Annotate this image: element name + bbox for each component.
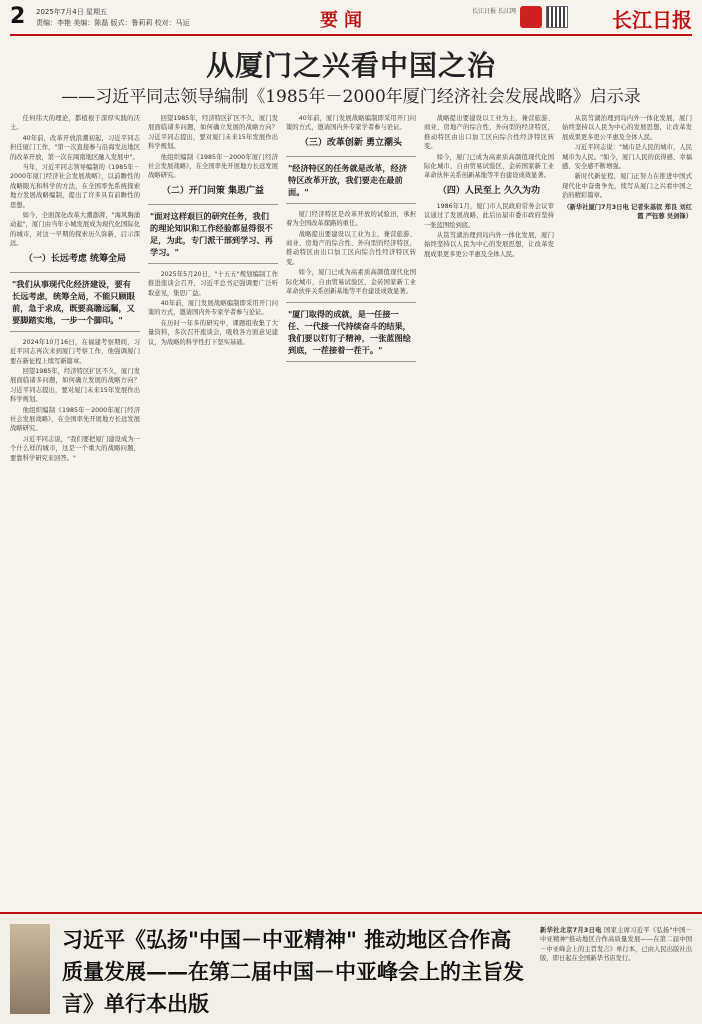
- paragraph: 厦门经济特区是改革开放的试验田，承担着为全国改革探路的重任。: [286, 210, 416, 228]
- paragraph: 回望1985年，经济特区扩区不久，厦门发展面临诸多问题，如何确立发展的战略方向？习近平同志提出，要对厦门未来15年发展作出科学规划。: [10, 367, 140, 404]
- paragraph: 如今，厦门已成为高素质高颜值现代化国际化城市，自由贸易试验区、金砖国家新工业革命伙伴关系创新基地等平台建设成效显著。: [286, 269, 416, 296]
- section-heading: （四）人民至上 久久为功: [437, 185, 541, 196]
- banner-note-lead: 新华社北京7月3日电: [540, 927, 602, 934]
- qr-code-icon: [546, 6, 568, 28]
- book-cover-image: [10, 924, 50, 1014]
- header-rule: [10, 34, 692, 36]
- paragraph: 从筼筜湖治理到岛内外一体化发展，厦门始终坚持以人民为中心的发展思想，让改革发展成果更多更公平惠及全体人民。: [424, 232, 554, 258]
- subheadline: ——习近平同志领导编制《1985年－2000年厦门经济社会发展战略》启示录: [61, 87, 641, 107]
- paragraph: 2025年5月20日，"十五五"规划编制工作推进座谈会召开，习近平总书记强调要广泛听取意见，集思广益。: [148, 270, 278, 297]
- paragraph: 习近平同志说，"我们要把厦门建设成为一个什么样的城市，这是一个重大的战略问题，要靠科学研究来回答。": [10, 435, 140, 462]
- paragraph: 他组织编制《1985年－2000年厦门经济社会发展战略》，在全国率先开展地方长远发展战略研究。: [10, 406, 140, 433]
- paragraph: 40年前，改革开放浪潮初起，习近平同志担任厦门工作，"第一次直接参与沿海发达地区的改革开放，第一次在闽南地区融入发展中"。: [10, 134, 140, 161]
- paragraph: 在历时一年多的研究中，课题组收集了大量资料，多次召开座谈会，吸收各方面意见建议，为战略的科学性打下坚实基础。: [148, 319, 278, 346]
- brand-tagline: 长江日报 长江网: [472, 8, 516, 15]
- paragraph: 习近平同志说："城市是人民的城市，人民城市为人民。"如今，厦门人民的获得感、幸福感、安全感不断增强。: [562, 144, 692, 171]
- column-4: [424, 114, 554, 910]
- page-number: 2: [10, 4, 26, 29]
- header-meta: [36, 7, 190, 29]
- bottom-banner: [0, 912, 702, 1024]
- paragraph: 2024年10月16日，在福建考察期间，习近平同志再次来到厦门考察工作，他强调厦门要在新征程上续写新篇章。: [10, 338, 140, 365]
- paragraph: 任何伟大的理论，都植根于深厚实践的沃土。: [10, 115, 140, 132]
- page-header: [10, 4, 692, 36]
- paragraph: 40年前，厦门发展战略编制即采用开门问策的方式，邀请国内外专家学者参与论证。: [286, 115, 416, 132]
- paragraph: 如今，全面深化改革大潮澎湃，"海风胸涌动起"，厦门由当年小城发展成为现代化国际化的城市，对这一早期的探索历久弥新，启示深远。: [10, 212, 140, 248]
- article-body: [10, 114, 692, 910]
- pull-quote: "面对这样艰巨的研究任务，我们的理论知识和工作经验都显得很不足，为此，专门派干部到学习、再学习。": [148, 204, 278, 264]
- paragraph: 战略提出要建设以工业为主，兼营旅游、商业、房地产的综合性、外向型的经济特区，推动特区由出口加工区向综合性经济特区转变。: [286, 230, 416, 266]
- pull-quote: "厦门取得的成就，是一任接一任、一代接一代持续奋斗的结果，我们要以钉钉子精神，一张蓝图绘到底，一茬接着一茬干。": [286, 302, 416, 362]
- banner-note-body: 国家主席习近平《弘扬"中国－中亚精神"推动地区合作高质量发展——在第二届中国－中亚峰会上的主旨发言》单行本，已由人民出版社出版，即日起在全国新华书店发行。: [540, 927, 692, 963]
- section-heading: （二）开门问策 集思广益: [161, 185, 265, 196]
- pull-quote: "我们从事现代化经济建设，要有长远考虑，统筹全局，不能只顾眼前，急于求成，既要高瞻远瞩，又要脚踏实地，一步一个脚印。": [10, 272, 140, 332]
- date-line: 2025年7月4日 星期五: [36, 8, 107, 16]
- paragraph: 如今，厦门已成为高素质高颜值现代化国际化城市，自由贸易试验区、金砖国家新工业革命伙伴关系创新基地等平台建设成效显著。: [424, 153, 554, 180]
- paragraph: 1986年1月，厦门市人民政府常务会议审议通过了发展战略，此后历届市委市政府坚持一张蓝图绘到底。: [424, 202, 554, 229]
- column-1: [10, 114, 140, 910]
- section-heading: （一）长远考虑 统筹全局: [23, 253, 127, 264]
- column-5: [562, 114, 692, 910]
- section-title: 要闻: [320, 10, 368, 31]
- section-heading: （三）改革创新 勇立潮头: [299, 137, 403, 148]
- editor-line: 责编：李艳 美编：陈磊 版式：鲁莉莉 校对：马运: [36, 19, 190, 27]
- paragraph: 新时代新征程，厦门正努力在推进中国式现代化中奋勇争先，续写从厦门之兴看中国之治的精彩篇章。: [562, 173, 692, 200]
- paragraph: 当年，习近平同志领导编制的《1985年－2000年厦门经济社会发展战略》，以前瞻性的战略眼光和科学的方法，在全国率先系统探索地方发展战略编制，提出了许多具有前瞻性的思想。: [10, 164, 140, 209]
- paragraph: 40年前，厦门发展战略编制即采用开门问策的方式，邀请国内外专家学者参与论证。: [148, 300, 278, 317]
- byline: （新华社厦门7月3日电 记者朱基钗 郑良 刘红霞 严钰蓉 吴剑锋）: [563, 203, 692, 221]
- paragraph: 战略提出要建设以工业为主，兼营旅游、商业、房地产的综合性、外向型的经济特区，推动特区由出口加工区向综合性经济特区转变。: [424, 115, 554, 151]
- paragraph: 从筼筜湖治理到岛内外一体化发展，厦门始终坚持以人民为中心的发展思想，让改革发展成果更多更公平惠及全体人民。: [562, 115, 692, 141]
- paragraph: 回望1985年，经济特区扩区不久，厦门发展面临诸多问题，如何确立发展的战略方向？习近平同志提出，要对厦门未来15年发展作出科学规划。: [148, 115, 278, 151]
- banner-title[interactable]: 习近平《弘扬"中国－中亚精神" 推动地区合作高质量发展——在第二届中国－中亚峰会上的主旨发言》单行本出版: [62, 927, 524, 1016]
- column-2: [148, 114, 278, 910]
- banner-note: [540, 926, 692, 964]
- pull-quote: "经济特区的任务就是改革，经济特区改革开放，我们要走在最前面。": [286, 156, 416, 204]
- newspaper-brand: 长江日报: [612, 8, 692, 32]
- paragraph: 他组织编制《1985年－2000年厦门经济社会发展战略》，在全国率先开展地方长远发展战略研究。: [148, 153, 278, 180]
- headline: 从厦门之兴看中国之治: [205, 49, 496, 82]
- column-3: [286, 114, 416, 910]
- newspaper-logo-icon: [520, 6, 542, 28]
